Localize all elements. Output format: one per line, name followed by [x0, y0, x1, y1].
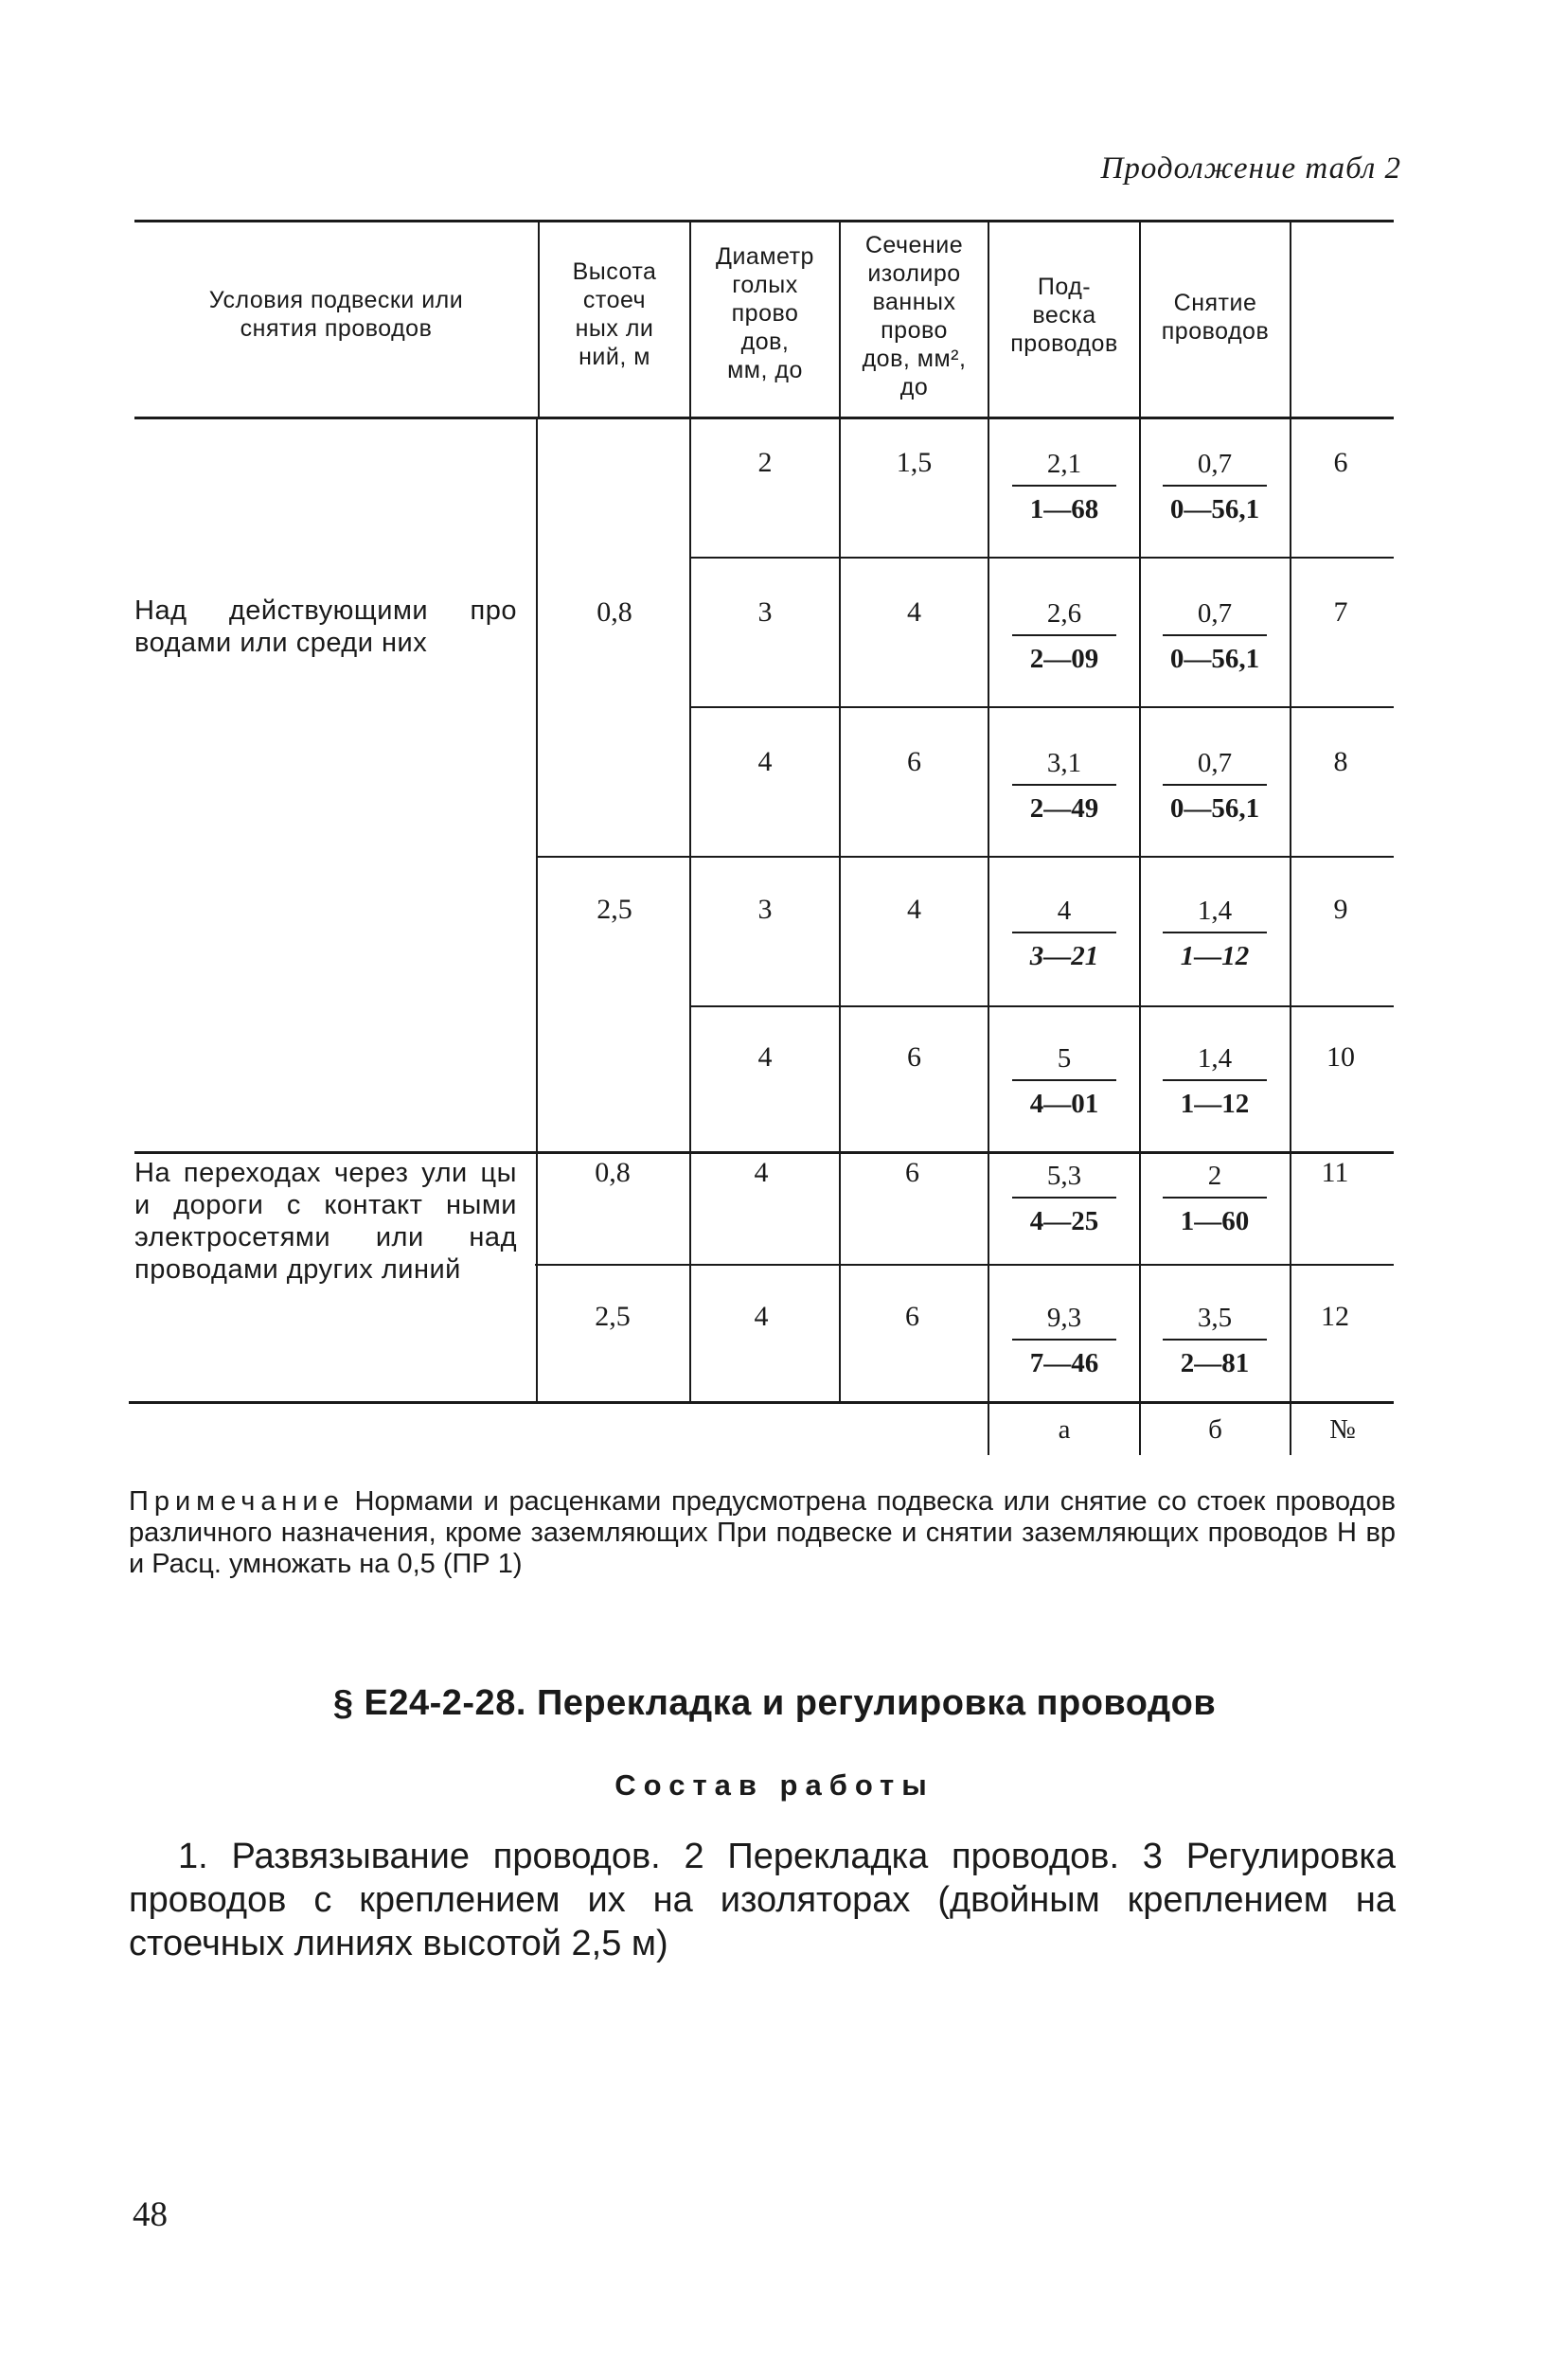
row-rule-6-7 — [689, 557, 1394, 559]
price-value: 0—56,1 — [1169, 793, 1260, 824]
header-section: Сечение изолиро ванных прово дов, мм², до — [862, 232, 967, 400]
header-height: Высота стоеч ных ли ний, м — [572, 258, 657, 370]
height-cell: 0,8 — [595, 1157, 631, 1188]
price-value: 2—09 — [1029, 644, 1099, 674]
price-value: 4—25 — [1029, 1206, 1099, 1236]
header-conditions: Условия подвески или снятия проводов — [208, 287, 464, 342]
condition-group-2: На переходах через ули цы и дороги с контакт ными электросетями или над проводами других линий — [134, 1158, 517, 1285]
price-value: 1—12 — [1180, 1089, 1250, 1119]
price-value: 3—21 — [1029, 941, 1099, 971]
header-diameter: Диаметр голых прово дов, мм, до — [716, 243, 814, 383]
norm-value: 5 — [1012, 1039, 1116, 1081]
price-value: 2—81 — [1180, 1348, 1250, 1378]
price-value: 4—01 — [1029, 1089, 1099, 1119]
row-rule-11-12 — [535, 1264, 1394, 1266]
norm-value: 0,7 — [1163, 744, 1267, 786]
row-number: 9 — [1333, 894, 1348, 925]
hanging-cell — [1012, 445, 1116, 528]
hanging-cell — [1012, 892, 1116, 975]
height-cell: 2,5 — [595, 1301, 631, 1332]
column-label-number: № — [1329, 1414, 1356, 1445]
removal-cell — [1163, 1157, 1267, 1240]
condition-group-1: Над действующими про водами или среди них — [134, 595, 517, 658]
norm-value: 3,1 — [1012, 744, 1116, 786]
section-cell: 4 — [907, 596, 921, 628]
row-rule-9-10 — [689, 1005, 1394, 1007]
norm-value: 2,6 — [1012, 595, 1116, 636]
page-number: 48 — [133, 2195, 168, 2234]
section-cell: 1,5 — [896, 447, 933, 478]
row-rule-10-11 — [134, 1151, 1394, 1154]
norm-value: 2,1 — [1012, 445, 1116, 487]
hanging-cell — [1012, 1039, 1116, 1123]
price-value: 1—68 — [1029, 494, 1099, 524]
price-value: 2—49 — [1029, 793, 1099, 824]
height-cell: 2,5 — [596, 894, 632, 925]
removal-cell — [1163, 744, 1267, 827]
diameter-cell: 4 — [757, 1041, 773, 1073]
diameter-cell: 3 — [757, 596, 773, 628]
column-label-b: б — [1208, 1414, 1222, 1445]
norm-value: 2 — [1163, 1157, 1267, 1199]
row-number: 11 — [1321, 1157, 1349, 1188]
removal-cell — [1163, 1299, 1267, 1382]
price-value: 1—12 — [1180, 941, 1250, 971]
norm-value: 3,5 — [1163, 1299, 1267, 1341]
removal-cell — [1163, 1039, 1267, 1123]
section-cell: 6 — [905, 1157, 919, 1188]
body-paragraph: 1. Развязывание проводов. 2 Перекладка проводов. 3 Регулировка проводов с креплением их на изоляторах (двойным креплением на стоечных линиях высотой 2,5 м) — [129, 1837, 1396, 1963]
removal-cell — [1163, 445, 1267, 528]
row-rule-8-9 — [538, 856, 1394, 858]
price-value: 7—46 — [1029, 1348, 1099, 1378]
price-value: 0—56,1 — [1169, 494, 1260, 524]
norm-value: 0,7 — [1163, 445, 1267, 487]
col-rule-4 — [988, 220, 989, 1455]
diameter-cell: 4 — [754, 1157, 769, 1188]
norm-value: 4 — [1012, 892, 1116, 933]
norm-value: 5,3 — [1012, 1157, 1116, 1199]
norm-value: 1,4 — [1163, 892, 1267, 933]
col-rule-6 — [1290, 220, 1291, 1455]
header-removal: Снятие проводов — [1161, 290, 1270, 345]
diameter-cell: 3 — [757, 894, 773, 925]
note-label: Примечание — [129, 1486, 345, 1517]
table-bottom-rule — [129, 1401, 1394, 1404]
height-cell: 0,8 — [596, 596, 632, 628]
subheading: Состав работы — [614, 1768, 935, 1802]
header-hanging: Под- веска проводов — [1010, 274, 1118, 357]
row-number: 7 — [1333, 596, 1348, 628]
diameter-cell: 4 — [757, 746, 773, 777]
section-cell: 6 — [907, 746, 921, 777]
hanging-cell — [1012, 1299, 1116, 1382]
hanging-cell — [1012, 595, 1116, 678]
row-number: 6 — [1333, 447, 1348, 478]
removal-cell — [1163, 595, 1267, 678]
diameter-cell: 4 — [754, 1301, 769, 1332]
norm-value: 0,7 — [1163, 595, 1267, 636]
column-label-a: а — [1058, 1414, 1071, 1445]
col-rule-5 — [1139, 220, 1141, 1455]
section-title: § Е24-2-28. Перекладка и регулировка проводов — [332, 1683, 1217, 1723]
hanging-cell — [1012, 1157, 1116, 1240]
col-rule-2 — [689, 220, 691, 1401]
norm-value: 9,3 — [1012, 1299, 1116, 1341]
header-bottom-rule — [134, 417, 1394, 419]
table-note — [129, 1486, 1396, 1580]
price-value: 0—56,1 — [1169, 644, 1260, 674]
row-number: 10 — [1326, 1041, 1355, 1073]
removal-cell — [1163, 892, 1267, 975]
section-cell: 6 — [907, 1041, 921, 1073]
section-cell: 4 — [907, 894, 921, 925]
continuation-label: Продолжение табл 2 — [1100, 151, 1401, 186]
row-number: 8 — [1333, 746, 1348, 777]
diameter-cell: 2 — [757, 447, 773, 478]
table-top-rule — [134, 220, 1394, 222]
hanging-cell — [1012, 744, 1116, 827]
row-rule-7-8 — [689, 706, 1394, 708]
note-text: Нормами и расценками предусмотрена подвеска или снятие со стоек проводов различного назначения, кроме заземляющих При подвеске и снятии заземляющих проводов Н вр и Расц. умножать на 0,5 (ПР 1) — [129, 1486, 1396, 1579]
section-cell: 6 — [905, 1301, 919, 1332]
price-value: 1—60 — [1180, 1206, 1250, 1236]
col-rule-1-body — [536, 417, 538, 1401]
row-number: 12 — [1321, 1301, 1349, 1332]
norm-value: 1,4 — [1163, 1039, 1267, 1081]
